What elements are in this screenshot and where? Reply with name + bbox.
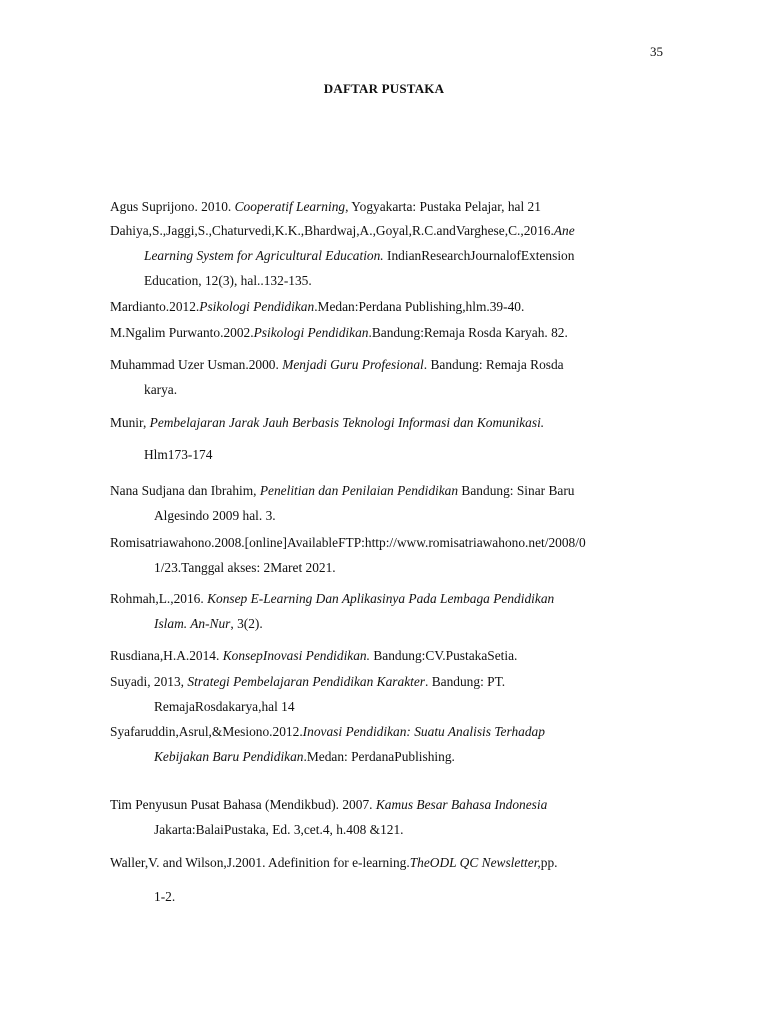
ref-title: Kebijakan Baru Pendidikan [154,749,304,764]
reference-dahiya [110,218,660,293]
ref-text: 1-2. [154,889,176,904]
ref-text: Jakarta:BalaiPustaka, Ed. 3,cet.4, h.408 &121. [154,822,404,837]
ref-text: Romisatriawahono.2008.[online]AvailableFTP:http://www.romisatriawahono.net/2008/0 [110,535,586,550]
reference-munir [110,410,660,467]
reference-uzer-usman [110,352,660,402]
ref-text: RemajaRosdakarya,hal 14 [154,699,295,714]
ref-title: Konsep E-Learning Dan Aplikasinya Pada Lembaga Pendidikan [207,591,555,606]
reference-rohmah [110,586,660,636]
ref-text: .Medan:Perdana Publishing,hlm.39-40. [314,299,525,314]
ref-text: pp. [540,855,558,870]
ref-text: Muhammad Uzer Usman.2000. [110,357,283,372]
ref-text: Hlm173-174 [144,447,213,462]
ref-title: Cooperatif Learning [234,199,346,214]
ref-text: Nana Sudjana dan Ibrahim, [110,483,260,498]
ref-title: Psikologi Pendidikan [253,325,369,340]
ref-text: Mardianto.2012. [110,299,200,314]
ref-text: M.Ngalim Purwanto.2002. [110,325,254,340]
ref-text: Agus Suprijono. 2010. [110,199,235,214]
ref-text: IndianResearchJournalofExtension [383,248,575,263]
ref-title: Learning System for Agricultural Education. [144,248,384,263]
ref-text: karya. [144,382,178,397]
ref-text: Algesindo 2009 hal. 3. [154,508,276,523]
ref-text: .Bandung:Remaja Rosda Karyah. 82. [368,325,568,340]
ref-text: Syafaruddin,Asrul,&Mesiono.2012. [110,724,303,739]
ref-text: Bandung:CV.PustakaSetia. [369,648,518,663]
reference-suyadi [110,669,660,719]
ref-text: Dahiya,S.,Jaggi,S.,Chaturvedi,K.K.,Bhardwaj,A.,Goyal,R.C.andVarghese,C.,2016. [110,223,554,238]
ref-text: Rusdiana,H.A.2014. [110,648,223,663]
ref-title: Penelitian dan Penilaian Pendidikan [259,483,459,498]
ref-text: Bandung: Sinar Baru [458,483,575,498]
ref-text: , 3(2). [230,616,263,631]
reference-purwanto [110,320,660,345]
ref-title: TheODL QC Newsletter, [409,855,541,870]
reference-agus-suprijono [110,194,660,219]
ref-text: . Bandung: Remaja Rosda [423,357,564,372]
ref-text: Suyadi, 2013, [110,674,188,689]
ref-text: , Yogyakarta: Pustaka Pelajar, hal 21 [345,199,541,214]
ref-title: Strategi Pembelajaran Pendidikan Karakter [187,674,426,689]
reference-syafaruddin [110,719,660,769]
reference-tim-penyusun [110,792,660,842]
ref-title: Menjadi Guru Profesional [282,357,424,372]
ref-title: Psikologi Pendidikan [199,299,315,314]
page-title: DAFTAR PUSTAKA [323,81,445,96]
ref-title: KonsepInovasi Pendidikan. [222,648,370,663]
reference-nana-sudjana [110,478,660,528]
ref-text: Rohmah,L.,2016. [110,591,208,606]
ref-title: Inovasi Pendidikan: Suatu Analisis Terhadap [302,724,545,739]
reference-rusdiana [110,643,660,668]
ref-title: Ane [553,223,575,238]
reference-mardianto [110,294,660,319]
ref-text: Tim Penyusun Pusat Bahasa (Mendikbud). 2007. [110,797,376,812]
ref-text: Education, 12(3), hal..132-135. [144,273,312,288]
ref-title: Kamus Besar Bahasa Indonesia [375,797,548,812]
ref-title: Islam. An-Nur [154,616,231,631]
page-number: 35 [650,44,663,59]
ref-text: . Bandung: PT. [425,674,506,689]
ref-title: Pembelajaran Jarak Jauh Berbasis Teknologi Informasi dan Komunikasi. [149,415,545,430]
reference-romisatriawahono [110,530,660,580]
ref-text: 1/23.Tanggal akses: 2Maret 2021. [154,560,336,575]
ref-text: .Medan: PerdanaPublishing. [303,749,455,764]
ref-text: Waller,V. and Wilson,J.2001. Adefinition for e-learning. [110,855,410,870]
reference-waller-wilson [110,850,660,909]
ref-text: Munir, [110,415,150,430]
